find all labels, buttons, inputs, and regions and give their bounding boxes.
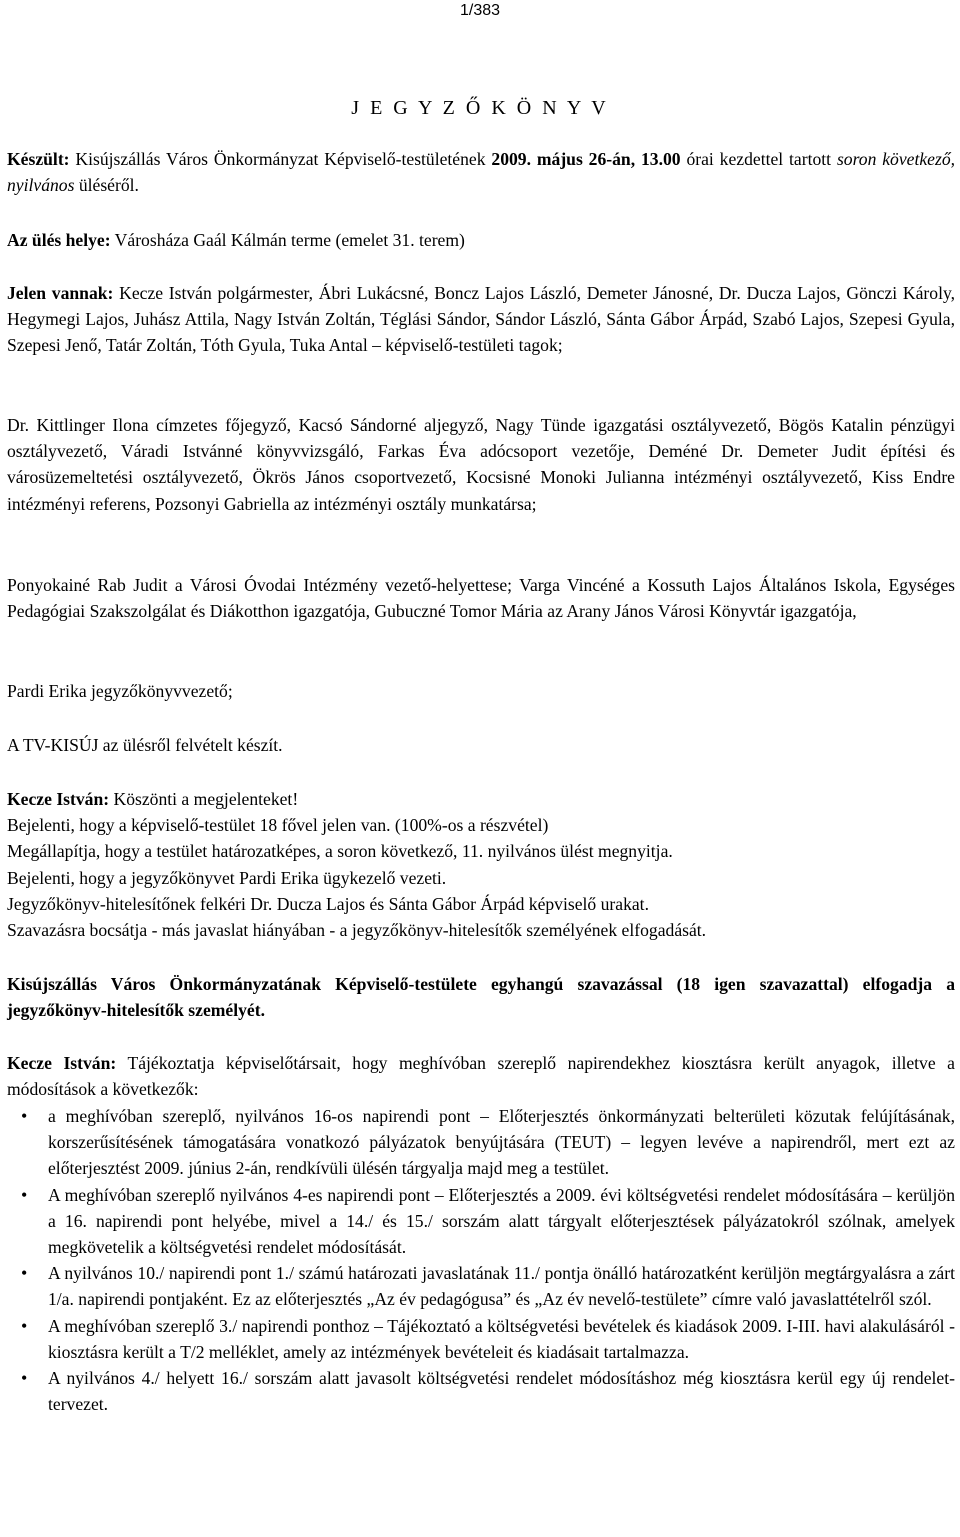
agenda-intro-text: Tájékoztatja képviselőtársait, hogy meghívóban szereplő napirendekhez kiosztásra került anyagok, illetve a módosítások a következők: [7,1053,955,1100]
location-label: Az ülés helye: [7,230,111,250]
attendees-paragraph [7,280,955,359]
greeting-text: Köszönti a megjelenteket! [109,789,299,809]
resolution-paragraph: Kisújszállás Város Önkormányzatának Képviselő-testülete egyhangú szavazással (18 igen szavazattal) elfogadja a jegyzőkönyv-hitelesítők személyét. [7,974,955,1021]
agenda-changes-list [7,1103,955,1417]
location-paragraph [7,227,955,253]
location-text: Városháza Gaál Kálmán terme (emelet 31. terem) [110,230,465,250]
recorder-paragraph: Pardi Erika jegyzőkönyvvezető; [7,681,233,701]
officials-paragraph: Dr. Kittlinger Ilona címzetes főjegyző, Kacsó Sándorné aljegyző, Nagy Tünde igazgatási osztályvezető, Bögös Katalin pénzügyi osztályvezető, Váradi Istvánné könyvvizsgáló, Farkas Éva adócsoport vezetője, Deméné Dr. Demeter Judit építési és városüzemeltetési osztályvezető, Ökrös János csoportvezető, Kocsisné Monoki Julianna intézményi osztályvezető, Kiss Endre intézményi referens, Pozsonyi Gabriella az intézményi osztály munkatársa; [7,415,955,514]
list-item-text: A nyilvános 10./ napirendi pont 1./ számú határozati javaslatának 11./ pontja önálló határozatként kerüljön megtárgyalásra a zárt 1/a. napirendi pontjaként. Ez az előterjesztés „Az év pedagógusa” és „Az év nevelő-testülete” címre való javaslattételről szól. [48,1263,955,1310]
page-number: 1/383 [459,2,501,19]
opening-line: Jegyzőkönyv-hitelesítőnek felkéri Dr. Ducza Lajos és Sánta Gábor Árpád képviselő urakat. [7,893,649,914]
list-item [7,1365,955,1417]
document-title: J E G Y Z Ő K Ö N Y V [351,97,609,119]
list-item-text: A meghívóban szereplő 3./ napirendi ponthoz – Tájékoztató a költségvetési bevételek és kiadások 2009. I-III. havi alakulásáról - kiosztásra került a T/2 melléklet, amely az intézmények bevételeit és kiadásait tartalmazza. [48,1315,955,1362]
created-text-3: üléséről. [74,175,139,196]
created-paragraph [7,146,955,198]
speaker-name: Kecze István: [7,1053,117,1073]
opening-block [7,786,955,943]
session-type: soron következő, nyilvános [7,149,956,196]
opening-line: Bejelenti, hogy a képviselő-testület 18 fővel jelen van. (100%-os a részvétel) [7,815,549,836]
attendees-label: Jelen vannak: [7,283,114,303]
agenda-intro-paragraph [7,1050,955,1102]
attendees-text: Kecze István polgármester, Ábri Lukácsné, Boncz Lajos László, Demeter Jánosné, Dr. Ducza Lajos, Gönczi Károly, Hegymegi Lajos, Juhász Attila, Nagy István Zoltán, Téglási Sándor, Sándor László, Sánta Gábor Árpád, Szabó Lajos, Szepesi Gyula, Szepesi Jenő, Tatár Zoltán, Tóth Gyula, Tuka Antal – képviselő-testületi tagok; [7,283,956,356]
bullet-icon: • [21,1368,28,1389]
meeting-date: 2009. május 26-án, 13.00 [491,149,681,169]
speaker-name: Kecze István: [7,789,110,809]
bullet-icon: • [21,1315,28,1336]
created-text: Kisújszállás Város Önkormányzat Képviselő-testületének [69,149,492,169]
greeting-line [7,786,955,812]
list-item-text: A meghívóban szereplő nyilvános 4-es napirendi pont – Előterjesztés a 2009. évi költségvetési rendelet módosítására – kerüljön a 16. napirendi pont helyébe, mivel a 14./ és 15./ sorszám alatt tárgyalt előterjesztések pályázatokról szólnak, amelyek megkövetelik a költségvetési rendelet módosítását. [48,1184,955,1258]
created-text-2: órai kezdettel tartott [680,149,837,169]
list-item [7,1313,955,1365]
bullet-icon: • [21,1263,28,1284]
list-item [7,1103,955,1182]
list-item [7,1182,955,1261]
list-item [7,1260,955,1312]
bullet-icon: • [21,1106,28,1126]
opening-line: Bejelenti, hogy a jegyzőkönyvet Pardi Erika ügykezelő vezeti. [7,867,447,888]
opening-line: Megállapítja, hogy a testület határozatképes, a soron következő, 11. nyilvános ülést megnyitja. [7,841,673,862]
guests-paragraph: Ponyokainé Rab Judit a Városi Óvodai Intézmény vezető-helyettese; Varga Vincéné a Kossuth Lajos Általános Iskola, Egységes Pedagógiai Szakszolgálat és Diákotthon igazgatója, Gubuczné Tomor Mária az Arany János Városi Könyvtár igazgatója, [7,575,955,622]
tv-paragraph: A TV-KISÚJ az ülésről felvételt készít. [7,735,283,755]
created-label: Készült: [7,149,70,169]
list-item-text: a meghívóban szereplő, nyilvános 16-os napirendi pont – Előterjesztés önkormányzati belterületi közutak felújításának, korszerűsítésének támogatására vonatkozó pályázatok benyújtására (TEUT) – legyen levéve a napirendről, mert ezt az előterjesztést 2009. június 2-án, rendkívüli ülésén tárgyalja majd meg a testület. [48,1106,955,1179]
list-item-text: A nyilvános 4./ helyett 16./ sorszám alatt javasolt költségvetési rendelet módosításhoz még kiosztásra kerül egy új rendelet-tervezet. [48,1368,955,1415]
bullet-icon: • [21,1184,28,1205]
opening-line: Szavazásra bocsátja - más javaslat hiányában - a jegyzőkönyv-hitelesítők személyének elfogadását. [7,920,707,941]
